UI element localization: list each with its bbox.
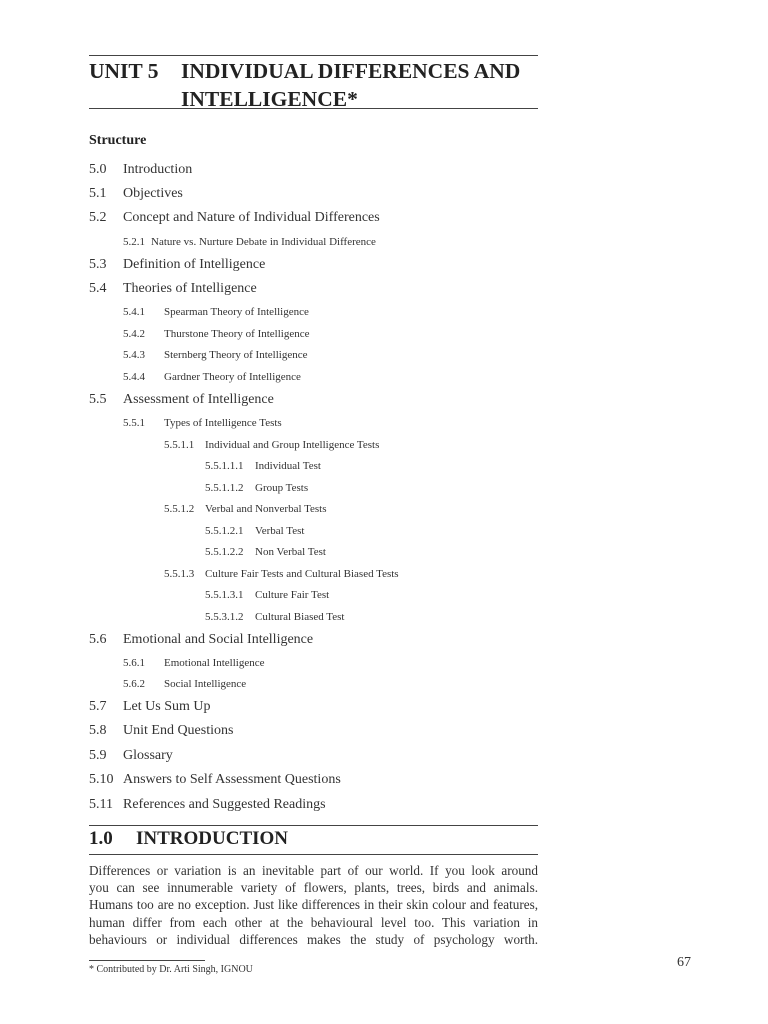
toc-item-text: Individual Test (255, 460, 321, 472)
paragraph-line: human differ from each other at the behavioural level too. This variation in (89, 914, 538, 930)
toc-item-text: Objectives (123, 186, 183, 201)
toc-item-text: Verbal Test (255, 525, 305, 537)
toc-item-text: Sternberg Theory of Intelligence (164, 349, 308, 361)
toc-item-number: 5.5.1.3.1 (205, 589, 244, 601)
toc-item-number: 5.8 (89, 723, 107, 738)
unit-number: UNIT 5 (89, 59, 159, 83)
section-number: 1.0 (89, 828, 113, 849)
toc-item-text: Types of Intelligence Tests (164, 417, 282, 429)
toc-item-text: Concept and Nature of Individual Differences (123, 210, 380, 225)
toc-item-text: Thurstone Theory of Intelligence (164, 328, 310, 340)
page-number: 67 (677, 955, 691, 970)
unit-title-line-2: INTELLIGENCE* (181, 87, 358, 111)
toc-item-text: Nature vs. Nurture Debate in Individual Difference (151, 236, 376, 248)
toc-item-number: 5.5.1.2 (164, 503, 195, 515)
paragraph-line: behaviours or individual differences makes the study of psychology worth. (89, 931, 538, 947)
toc-item-text: Assessment of Intelligence (123, 392, 274, 407)
toc-item-text: Introduction (123, 162, 193, 177)
paragraph-line: Humans too are no exception. Just like differences in their skin colour and features, (89, 897, 538, 913)
toc-item-text: Emotional and Social Intelligence (123, 632, 314, 647)
toc-item-text: Gardner Theory of Intelligence (164, 371, 301, 383)
toc-item-number: 5.5 (89, 392, 107, 407)
toc-item-number: 5.9 (89, 748, 107, 763)
toc-item-number: 5.3 (89, 257, 107, 272)
section-top-rule (89, 825, 538, 826)
toc-item-number: 5.11 (89, 797, 113, 812)
toc-item-number: 5.4.4 (123, 371, 145, 383)
toc-item-number: 5.4.3 (123, 349, 145, 361)
toc-item-text: Glossary (123, 748, 173, 763)
footnote-rule (89, 960, 205, 961)
toc-item-text: Emotional Intelligence (164, 657, 265, 669)
toc-item-text: Answers to Self Assessment Questions (123, 772, 341, 787)
toc-item-number: 5.4.1 (123, 306, 145, 318)
toc-item-number: 5.5.1.1.1 (205, 460, 244, 472)
toc-item-number: 5.2.1 (123, 236, 145, 248)
toc-item-text: Non Verbal Test (255, 546, 326, 558)
toc-item-text: Definition of Intelligence (123, 257, 266, 272)
structure-heading: Structure (89, 133, 147, 148)
toc-item-number: 5.1 (89, 186, 107, 201)
toc-item-number: 5.2 (89, 210, 107, 225)
toc-item-text: Individual and Group Intelligence Tests (205, 439, 380, 451)
toc-item-text: Culture Fair Test (255, 589, 330, 601)
top-rule (89, 55, 538, 56)
title-bottom-rule (89, 108, 538, 109)
toc-item-number: 5.5.1.2.1 (205, 525, 244, 537)
section-title: INTRODUCTION (136, 828, 289, 849)
intro-paragraph (89, 862, 538, 948)
toc-item-text: Culture Fair Tests and Cultural Biased Tests (205, 568, 399, 580)
toc-item-number: 5.5.1.2.2 (205, 546, 244, 558)
toc-item-number: 5.0 (89, 162, 107, 177)
toc-item-text: Social Intelligence (164, 678, 247, 690)
toc-item-number: 5.5.1.3 (164, 568, 195, 580)
toc-item-number: 5.10 (89, 772, 114, 787)
footnote: * Contributed by Dr. Arti Singh, IGNOU (89, 964, 253, 975)
toc-item-text: Let Us Sum Up (123, 699, 211, 714)
section-bottom-rule (89, 854, 538, 855)
toc-item-text: Group Tests (255, 482, 309, 494)
toc-item-number: 5.5.3.1.2 (205, 611, 244, 623)
paragraph-line: Differences or variation is an inevitable part of our world. If you look around (89, 863, 538, 878)
toc-item-number: 5.5.1.1 (164, 439, 195, 451)
toc-item-text: Spearman Theory of Intelligence (164, 306, 309, 318)
toc-item-number: 5.5.1.1.2 (205, 482, 244, 494)
toc-item-number: 5.6.1 (123, 657, 145, 669)
unit-title-line-1: INDIVIDUAL DIFFERENCES AND (181, 59, 521, 83)
toc-item-number: 5.7 (89, 699, 107, 714)
toc-item-number: 5.4 (89, 281, 107, 296)
toc-item-text: Cultural Biased Test (255, 611, 345, 623)
toc-item-text: References and Suggested Readings (123, 797, 326, 812)
paragraph-line: you can see innumerable variety of flowers, plants, trees, birds and animals. (89, 880, 538, 896)
toc-item-number: 5.5.1 (123, 417, 145, 429)
toc-item-number: 5.6 (89, 632, 107, 647)
toc-item-text: Unit End Questions (123, 723, 234, 738)
toc-item-text: Verbal and Nonverbal Tests (205, 503, 327, 515)
toc-item-number: 5.4.2 (123, 328, 145, 340)
toc-item-number: 5.6.2 (123, 678, 145, 690)
toc-item-text: Theories of Intelligence (123, 281, 257, 296)
